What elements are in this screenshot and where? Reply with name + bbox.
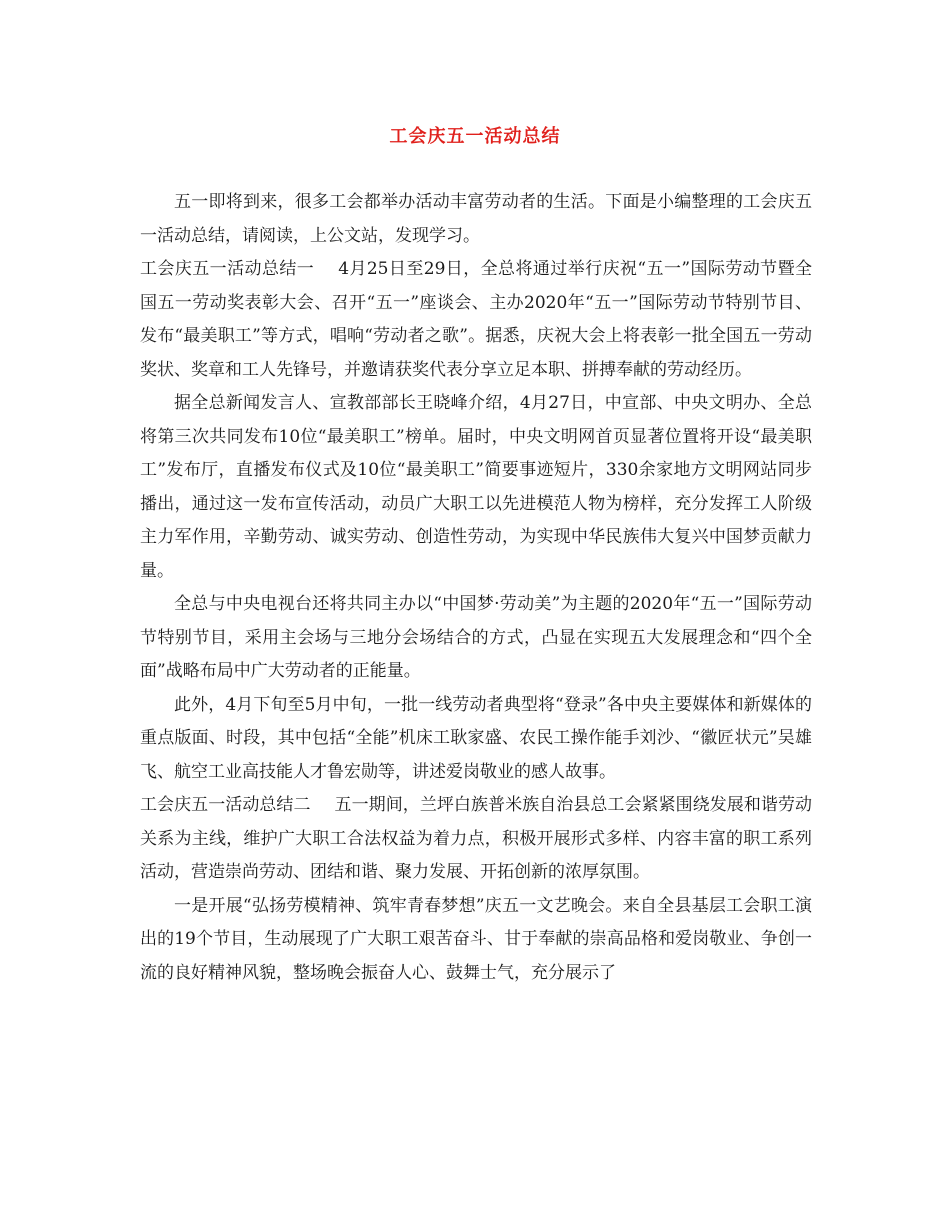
section-2-paragraph-2: 一是开展“弘扬劳模精神、筑牢青春梦想”庆五一文艺晚会。来自全县基层工会职工演出的19个节目，生动展现了广大职工艰苦奋斗、甘于奉献的崇高品格和爱岗敬业、争创一流的良好精神风貌，整场晚会振奋人心、鼓舞士气，充分展示了	[140, 895, 812, 983]
section-1-paragraph-3: 全总与中央电视台还将共同主办以“中国梦·劳动美”为主题的2020年“五一”国际劳动节特别节目，采用主会场与三地分会场结合的方式，凸显在实现五大发展理念和“四个全面”战略布局中广大劳动者的正能量。	[140, 594, 812, 681]
section-1-paragraph-2: 据全总新闻发言人、宣教部部长王晓峰介绍，4月27日，中宣部、中央文明办、全总将第三次共同发布10位“最美职工”榜单。届时，中央文明网首页显著位置将开设“最美职工”发布厅，直播发布仪式及10位“最美职工”简要事迹短片，330余家地方文明网站同步播出，通过这一发布宣传活动，动员广大职工以先进模范人物为榜样，充分发挥工人阶级主力军作用，辛勤劳动、诚实劳动、创造性劳动，为实现中华民族伟大复兴中国梦贡献力量。	[140, 393, 812, 581]
section-2-first-paragraph	[140, 789, 812, 890]
document-body	[140, 186, 812, 990]
section-1-paragraph-4: 此外，4月下旬至5月中旬，一批一线劳动者典型将“登录”各中央主要媒体和新媒体的重点版面、时段，其中包括“全能”机床工耿家盛、农民工操作能手刘沙、“徽匠状元”吴雄飞、航空工业高技能人才鲁宏勋等，讲述爱岗敬业的感人故事。	[140, 694, 812, 782]
section-1-heading: 工会庆五一活动总结一	[140, 259, 315, 279]
section-1-first-paragraph	[140, 253, 812, 387]
intro-paragraph: 五一即将到来，很多工会都举办活动丰富劳动者的生活。下面是小编整理的工会庆五一活动总结，请阅读，上公文站，发现学习。	[140, 192, 812, 246]
section-2-heading: 工会庆五一活动总结二	[140, 795, 311, 815]
section-2-first-paragraph-text: 五一期间，兰坪白族普米族自治县总工会紧紧围绕发展和谐劳动关系为主线，维护广大职工合法权益为着力点，积极开展形式多样、内容丰富的职工系列活动，营造崇尚劳动、团结和谐、聚力发展、开拓创新的浓厚氛围。	[140, 795, 813, 882]
document-title: 工会庆五一活动总结	[389, 126, 561, 147]
section-1-first-paragraph-text: 4月25日至29日，全总将通过举行庆祝“五一”国际劳动节暨全国五一劳动奖表彰大会、召开“五一”座谈会、主办2020年“五一”国际劳动节特别节目、发布“最美职工”等方式，唱响“劳动者之歌”。据悉，庆祝大会上将表彰一批全国五一劳动奖状、奖章和工人先锋号，并邀请获奖代表分享立足本职、拼搏奉献的劳动经历。	[140, 259, 812, 380]
